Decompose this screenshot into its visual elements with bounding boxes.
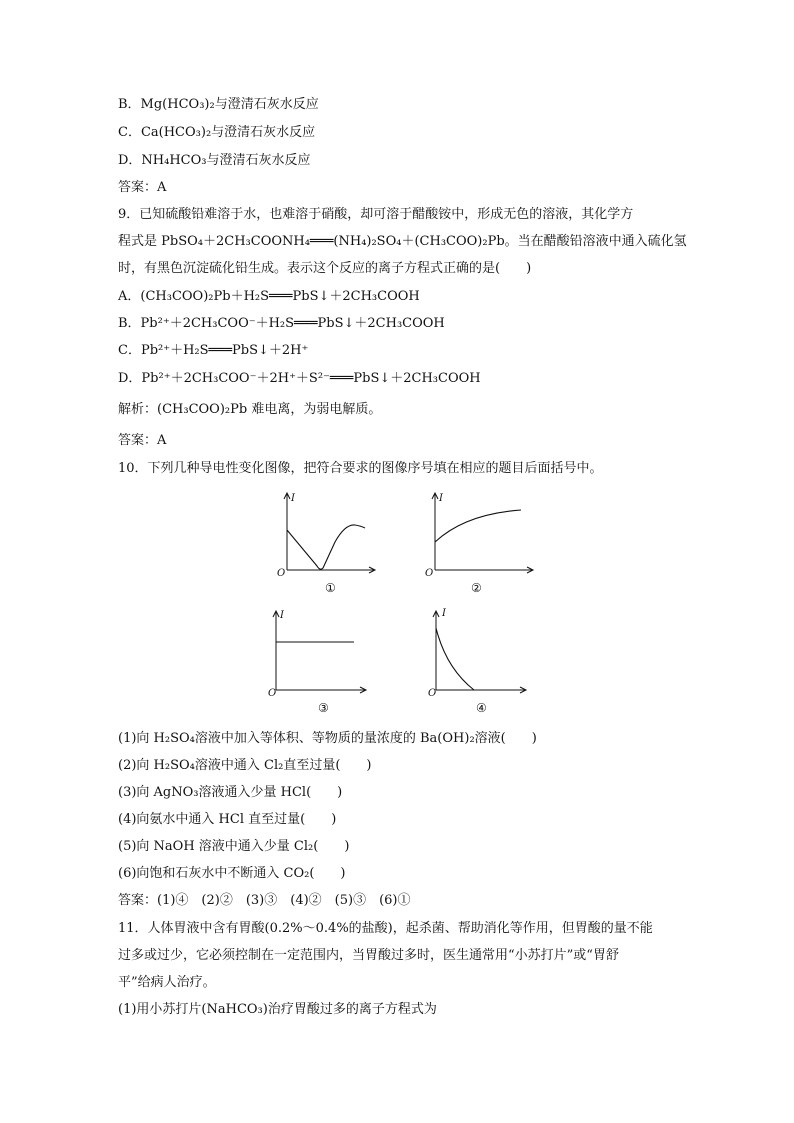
text-line: 答案：A	[118, 180, 167, 195]
text-line: 平”给病人治疗。	[118, 975, 216, 990]
graph-4	[428, 608, 538, 718]
graph-number: ③	[318, 701, 329, 715]
text-line: B．Pb²⁺＋2CH₃COO⁻＋H₂S═══PbS↓＋2CH₃COOH	[118, 316, 445, 331]
text-line: C．Ca(HCO₃)₂与澄清石灰水反应	[118, 125, 316, 140]
text-line: (4)向氨水中通入 HCl 直至过量( )	[118, 812, 337, 827]
y-axis-label: I	[442, 608, 446, 619]
text-line: (1)用小苏打片(NaHCO₃)治疗胃酸过多的离子方程式为	[118, 1002, 437, 1017]
y-axis-label: I	[439, 493, 443, 504]
text-line: (1)向 H₂SO₄溶液中加入等体积、等物质的量浓度的 Ba(OH)₂溶液( )	[118, 731, 537, 746]
text-line: 程式是 PbSO₄＋2CH₃COONH₄═══(NH₄)₂SO₄＋(CH₃COO)₂Pb。当在醋酸铅溶液中通入硫化氢	[118, 234, 687, 249]
text-line: D．NH₄HCO₃与澄清石灰水反应	[118, 153, 311, 168]
graph-1	[277, 492, 377, 595]
graph-2	[425, 492, 535, 595]
text-line: (2)向 H₂SO₄溶液中通入 Cl₂直至过量( )	[118, 758, 372, 773]
text-line: D．Pb²⁺＋2CH₃COO⁻＋2H⁺＋S²⁻═══PbS↓＋2CH₃COOH	[118, 371, 481, 386]
origin-label: O	[425, 568, 434, 579]
text-line: B．Mg(HCO₃)₂与澄清石灰水反应	[118, 97, 319, 112]
origin-label: O	[268, 688, 277, 699]
text-line: 9．已知硫酸铅难溶于水，也难溶于硝酸，却可溶于醋酸铵中，形成无色的溶液，其化学方	[118, 207, 634, 222]
graph-number: ②	[471, 581, 482, 595]
text-line: 答案：(1)④ (2)② (3)③ (4)② (5)③ (6)①	[118, 893, 411, 908]
text-line: (3)向 AgNO₃溶液通入少量 HCl( )	[118, 785, 343, 800]
text-line: (5)向 NaOH 溶液中通入少量 Cl₂( )	[118, 839, 350, 854]
text-line: 答案：A	[118, 433, 167, 448]
text-line: A．(CH₃COO)₂Pb＋H₂S═══PbS↓＋2CH₃COOH	[118, 289, 420, 304]
text-line: 过多或过少，它必须控制在一定范围内，当胃酸过多时，医生通常用“小苏打片”或“胃舒	[118, 948, 619, 963]
y-axis-label: I	[291, 493, 295, 504]
text-line: 时，有黑色沉淀硫化铅生成。表示这个反应的离子方程式正确的是( )	[118, 261, 532, 276]
graph-number: ④	[476, 701, 487, 715]
text-line: 解析：(CH₃COO)₂Pb 难电离，为弱电解质。	[118, 402, 382, 417]
text-line: C．Pb²⁺＋H₂S═══PbS↓＋2H⁺	[118, 343, 309, 358]
y-axis-label: I	[280, 610, 284, 621]
origin-label: O	[428, 688, 437, 699]
graph-3	[268, 608, 378, 718]
text-line: 11．人体胃液中含有胃酸(0.2%～0.4%的盐酸)，起杀菌、帮助消化等作用，但胃酸的量不能	[118, 921, 653, 936]
origin-label: O	[277, 568, 286, 579]
graph-number: ①	[325, 581, 336, 595]
text-line: 10．下列几种导电性变化图像，把符合要求的图像序号填在相应的题目后面括号中。	[118, 461, 603, 476]
text-line: (6)向饱和石灰水中不断通入 CO₂( )	[118, 866, 346, 881]
